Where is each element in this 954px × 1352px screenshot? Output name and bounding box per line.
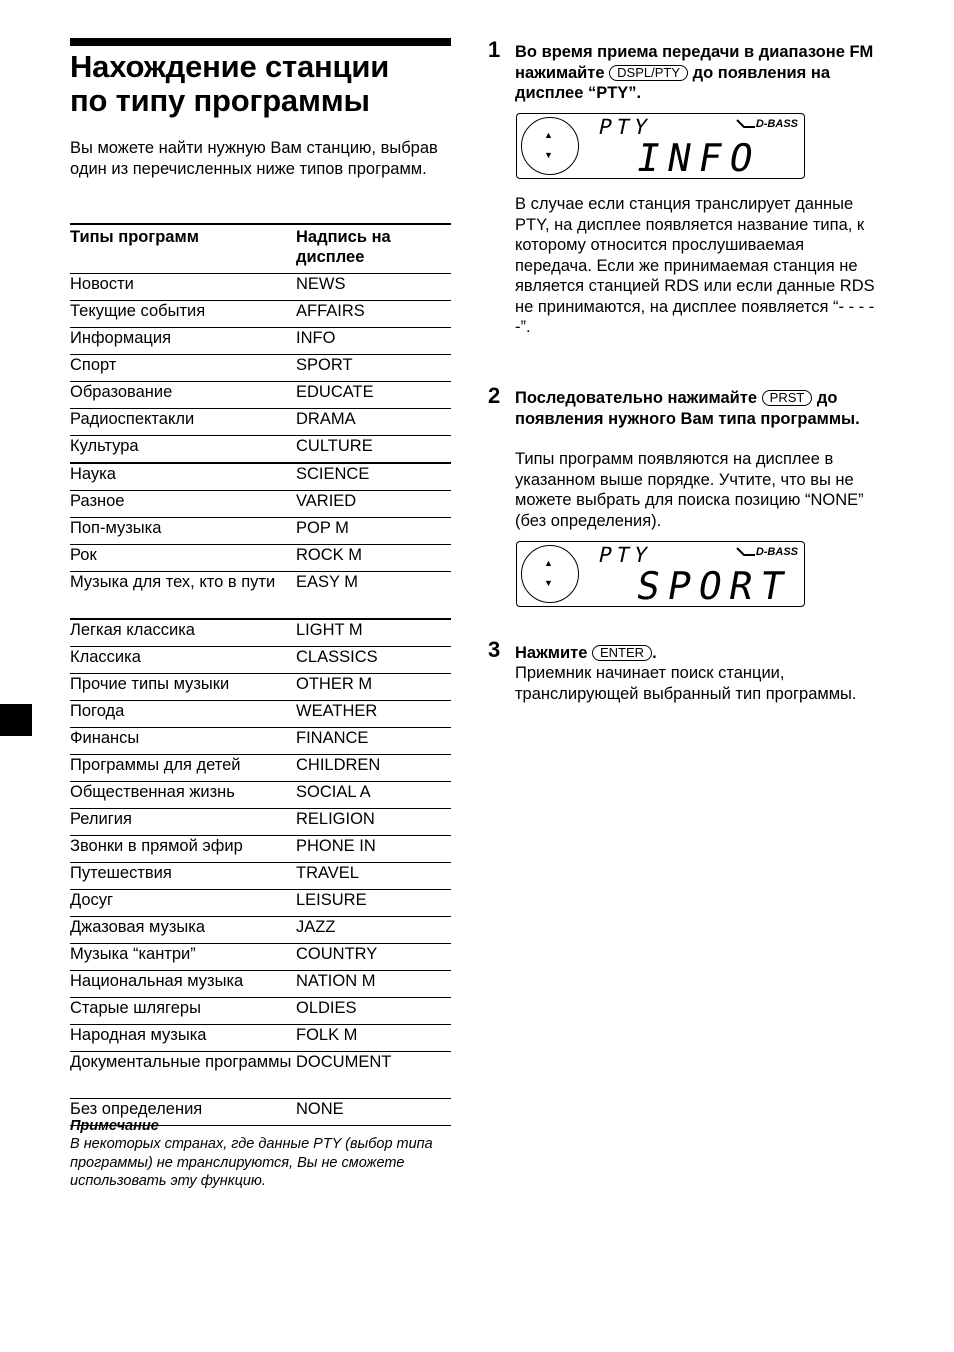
column-header-display: Надпись на дисплее xyxy=(296,228,391,266)
table-row xyxy=(70,572,451,620)
program-type-cell: Старые шлягеры xyxy=(70,999,201,1017)
program-type-cell: Документальные программы xyxy=(70,1053,292,1071)
program-type-cell: Новости xyxy=(70,275,134,293)
display-label-cell: RELIGION xyxy=(296,810,375,828)
program-type-cell: Религия xyxy=(70,810,132,828)
display-label-cell: VARIED xyxy=(296,492,357,510)
display-label-cell: DRAMA xyxy=(296,410,356,428)
table-row xyxy=(70,1052,451,1099)
program-type-cell: Путешествия xyxy=(70,864,172,882)
table-row xyxy=(70,647,451,674)
table-row xyxy=(70,998,451,1025)
step-2-text xyxy=(515,388,875,429)
table-row xyxy=(70,518,451,545)
display-label-cell: EDUCATE xyxy=(296,383,374,401)
table-row xyxy=(70,755,451,782)
table-row xyxy=(70,782,451,809)
step-3-instruction-end: . xyxy=(652,644,657,662)
program-type-cell: Музыка для тех, кто в пути xyxy=(70,573,276,591)
program-type-cell: Текущие события xyxy=(70,302,206,320)
display-label-cell: CULTURE xyxy=(296,437,373,455)
display-label-cell: NEWS xyxy=(296,275,346,293)
step-1-instruction: Во время приема передачи в диапазоне FM нажимайте xyxy=(515,43,874,82)
display-label-cell: PHONE IN xyxy=(296,837,376,855)
display-label-cell: AFFAIRS xyxy=(296,302,365,320)
note xyxy=(70,1117,455,1190)
table-row xyxy=(70,809,451,836)
dbass-mark-icon xyxy=(736,547,756,556)
table-row xyxy=(70,463,451,491)
program-type-cell: Рок xyxy=(70,546,97,564)
table-row xyxy=(70,728,451,755)
step-2-instruction-end: до появления нужного Вам типа программы. xyxy=(515,389,860,428)
display-label-cell: CLASSICS xyxy=(296,648,378,666)
seek-dial-icon xyxy=(521,117,579,175)
table-row xyxy=(70,971,451,998)
step-1-text xyxy=(515,42,875,104)
dspl-pty-button: DSPL/PTY xyxy=(609,65,688,81)
step-1-body: В случае если станция транслирует данные PTY, на дисплее появляется название типа, к которому относится прослушиваемая передача. Если же принимаемая станция не является станцией RDS или если данные RDS не принимаются, на дисплее появляется “- - - - -”. xyxy=(515,195,875,336)
display-label-cell: FINANCE xyxy=(296,729,369,747)
display-sport xyxy=(516,541,805,607)
program-type-cell: Досуг xyxy=(70,891,114,909)
prst-button: PRST xyxy=(762,390,813,406)
table-row xyxy=(70,836,451,863)
title-line-1: Нахождение станции xyxy=(70,49,390,84)
display-label-cell: DOCUMENT xyxy=(296,1053,392,1071)
step-3-number: 3 xyxy=(488,637,501,662)
display-label-cell: INFO xyxy=(296,329,336,347)
down-arrow-icon: ▼ xyxy=(544,578,553,588)
program-types-table xyxy=(70,223,451,1126)
program-type-cell: Национальная музыка xyxy=(70,972,244,990)
table-row xyxy=(70,1025,451,1052)
enter-button: ENTER xyxy=(592,645,652,661)
table-row xyxy=(70,890,451,917)
table-row xyxy=(70,491,451,518)
table-header-row xyxy=(70,224,451,274)
program-type-cell: Без определения xyxy=(70,1100,203,1118)
display-label-cell: WEATHER xyxy=(296,702,378,720)
display-label-cell: NATION M xyxy=(296,972,376,990)
program-type-cell: Радиоспектакли xyxy=(70,410,195,428)
intro-text: Вы можете найти нужную Вам станцию, выбрав один из перечисленных ниже типов программ. xyxy=(70,139,438,178)
step-1-instruction-end: до появления на дисплее “PTY”. xyxy=(515,63,831,102)
step-3-text xyxy=(515,643,875,664)
display-main-text: INFO xyxy=(633,136,765,180)
display-label-cell: OLDIES xyxy=(296,999,357,1017)
step-2-number: 2 xyxy=(488,383,501,408)
dbass-indicator: D-BASS xyxy=(755,118,798,130)
step-3-instruction: Нажмите xyxy=(515,644,588,662)
program-type-cell: Поп-музыка xyxy=(70,519,162,537)
program-type-cell: Легкая классика xyxy=(70,621,195,639)
table-row xyxy=(70,619,451,647)
down-arrow-icon: ▼ xyxy=(544,150,553,160)
program-type-cell: Спорт xyxy=(70,356,117,374)
program-type-cell: Погода xyxy=(70,702,125,720)
title-rule xyxy=(70,38,451,46)
program-type-cell: Классика xyxy=(70,648,141,666)
table-row xyxy=(70,701,451,728)
table-row xyxy=(70,917,451,944)
display-label-cell: CHILDREN xyxy=(296,756,381,774)
display-label-cell: COUNTRY xyxy=(296,945,378,963)
program-type-cell: Финансы xyxy=(70,729,140,747)
up-arrow-icon: ▲ xyxy=(544,558,553,568)
table-row xyxy=(70,674,451,701)
table-row xyxy=(70,409,451,436)
section-tab-marker xyxy=(0,704,32,736)
program-type-cell: Разное xyxy=(70,492,125,510)
program-type-cell: Культура xyxy=(70,437,139,455)
pty-indicator: PTY xyxy=(596,115,655,139)
seek-dial-icon xyxy=(521,545,579,603)
display-label-cell: SCIENCE xyxy=(296,465,370,483)
column-header-type: Типы программ xyxy=(70,228,199,246)
title-line-2: по типу программы xyxy=(70,83,370,118)
display-label-cell: SPORT xyxy=(296,356,353,374)
display-label-cell: LIGHT M xyxy=(296,621,363,639)
program-type-cell: Звонки в прямой эфир xyxy=(70,837,243,855)
dbass-indicator: D-BASS xyxy=(755,546,798,558)
step-2-instruction: Последовательно нажимайте xyxy=(515,389,758,407)
display-main-text: SPORT xyxy=(633,564,796,608)
program-type-cell: Информация xyxy=(70,329,172,347)
display-label-cell: SOCIAL A xyxy=(296,783,371,801)
program-type-cell: Джазовая музыка xyxy=(70,918,205,936)
note-text: В некоторых странах, где данные PTY (выбор типа программы) не транслируются, Вы не сможете использовать эту функцию. xyxy=(70,1136,433,1189)
display-label-cell: OTHER M xyxy=(296,675,373,693)
display-label-cell: TRAVEL xyxy=(296,864,359,882)
table-row xyxy=(70,382,451,409)
table-row xyxy=(70,436,451,464)
display-info xyxy=(516,113,805,179)
table-row xyxy=(70,274,451,301)
display-label-cell: JAZZ xyxy=(296,918,336,936)
display-label-cell: POP M xyxy=(296,519,349,537)
pty-indicator: PTY xyxy=(596,543,655,567)
page-title xyxy=(70,50,451,118)
display-label-cell: ROCK M xyxy=(296,546,362,564)
program-type-cell: Музыка “кантри” xyxy=(70,945,196,963)
table-row xyxy=(70,301,451,328)
step-1-number: 1 xyxy=(488,37,501,62)
program-type-cell: Наука xyxy=(70,465,116,483)
step-2-body: Типы программ появляются на дисплее в указанном выше порядке. Учтите, что вы не можете выбрать для поиска позицию “NONE” (без определения). xyxy=(515,450,864,530)
note-title: Примечание xyxy=(70,1118,159,1134)
program-type-cell: Образование xyxy=(70,383,173,401)
display-label-cell: FOLK M xyxy=(296,1026,358,1044)
up-arrow-icon: ▲ xyxy=(544,130,553,140)
display-label-cell: NONE xyxy=(296,1100,344,1118)
display-label-cell: EASY M xyxy=(296,573,359,591)
table-row xyxy=(70,863,451,890)
table-row xyxy=(70,328,451,355)
table-row xyxy=(70,355,451,382)
program-type-cell: Программы для детей xyxy=(70,756,241,774)
program-type-cell: Общественная жизнь xyxy=(70,783,235,801)
step-3-body: Приемник начинает поиск станции, транслирующей выбранный тип программы. xyxy=(515,664,857,703)
program-type-cell: Прочие типы музыки xyxy=(70,675,230,693)
table-row xyxy=(70,944,451,971)
table-row xyxy=(70,545,451,572)
dbass-mark-icon xyxy=(736,119,756,128)
program-type-cell: Народная музыка xyxy=(70,1026,207,1044)
display-label-cell: LEISURE xyxy=(296,891,367,909)
